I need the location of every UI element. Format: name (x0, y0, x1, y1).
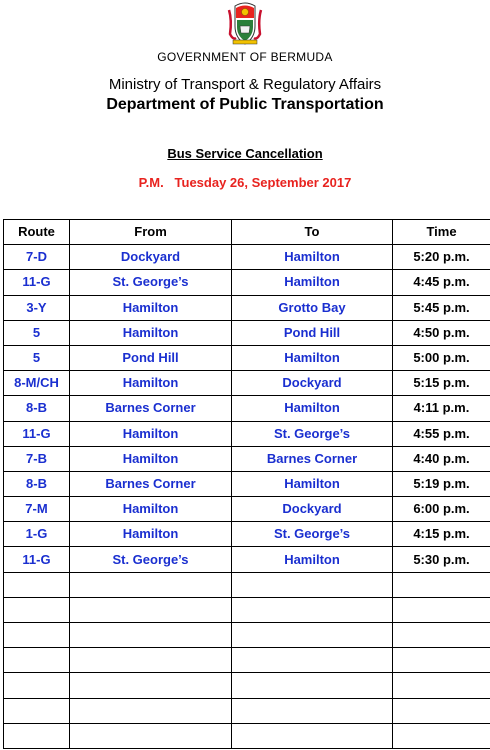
time-cell (393, 673, 490, 698)
route-cell (4, 572, 70, 597)
table-row (4, 698, 490, 723)
from-cell (70, 572, 232, 597)
route-cell: 7-M (4, 497, 70, 522)
time-cell: 4:55 p.m. (393, 421, 490, 446)
from-cell (70, 597, 232, 622)
route-cell: 8-B (4, 471, 70, 496)
to-cell: St. George’s (232, 522, 393, 547)
to-cell: Hamilton (232, 547, 393, 572)
to-cell: Hamilton (232, 270, 393, 295)
from-cell (70, 623, 232, 648)
route-cell: 11-G (4, 421, 70, 446)
table-row (4, 371, 490, 396)
table-row (4, 471, 490, 496)
table-row (4, 547, 490, 572)
table-row (4, 421, 490, 446)
time-cell: 5:30 p.m. (393, 547, 490, 572)
time-cell (393, 597, 490, 622)
column-header-from: From (70, 220, 232, 245)
route-cell (4, 673, 70, 698)
from-cell (70, 673, 232, 698)
route-cell (4, 648, 70, 673)
table-row (4, 345, 490, 370)
route-cell: 11-G (4, 547, 70, 572)
to-cell: St. George’s (232, 421, 393, 446)
from-cell: St. George’s (70, 547, 232, 572)
to-cell (232, 698, 393, 723)
time-cell: 4:15 p.m. (393, 522, 490, 547)
route-cell: 5 (4, 345, 70, 370)
from-cell (70, 698, 232, 723)
from-cell: Barnes Corner (70, 396, 232, 421)
route-cell: 7-D (4, 245, 70, 270)
to-cell: Dockyard (232, 371, 393, 396)
from-cell: Hamilton (70, 371, 232, 396)
time-cell (393, 623, 490, 648)
from-cell: Hamilton (70, 497, 232, 522)
route-cell: 5 (4, 320, 70, 345)
to-cell (232, 572, 393, 597)
notice-date: P.M. Tuesday 26, September 2017 (138, 175, 352, 190)
from-cell: Pond Hill (70, 345, 232, 370)
table-row (4, 320, 490, 345)
from-cell: Hamilton (70, 295, 232, 320)
from-cell (70, 723, 232, 748)
time-cell (393, 648, 490, 673)
to-cell: Hamilton (232, 245, 393, 270)
from-cell: Hamilton (70, 522, 232, 547)
to-cell (232, 723, 393, 748)
table-row (4, 597, 490, 622)
route-cell: 11-G (4, 270, 70, 295)
cancellation-table (3, 219, 490, 749)
to-cell: Pond Hill (232, 320, 393, 345)
time-cell (393, 723, 490, 748)
table-row (4, 446, 490, 471)
column-header-to: To (232, 220, 393, 245)
table-row (4, 522, 490, 547)
time-cell: 4:45 p.m. (393, 270, 490, 295)
to-cell (232, 673, 393, 698)
department-name: Department of Public Transportation (106, 96, 384, 113)
column-header-time: Time (393, 220, 490, 245)
time-cell: 4:40 p.m. (393, 446, 490, 471)
to-cell: Dockyard (232, 497, 393, 522)
from-cell: Barnes Corner (70, 471, 232, 496)
from-cell: St. George’s (70, 270, 232, 295)
government-name: GOVERNMENT OF BERMUDA (157, 50, 333, 64)
to-cell (232, 597, 393, 622)
from-cell: Hamilton (70, 320, 232, 345)
table-row (4, 572, 490, 597)
column-header-route: Route (4, 220, 70, 245)
ministry-name: Ministry of Transport & Regulatory Affairs (108, 76, 382, 93)
time-cell: 6:00 p.m. (393, 497, 490, 522)
table-row (4, 245, 490, 270)
to-cell: Grotto Bay (232, 295, 393, 320)
time-cell: 5:20 p.m. (393, 245, 490, 270)
from-cell (70, 648, 232, 673)
route-cell (4, 597, 70, 622)
route-cell (4, 723, 70, 748)
time-cell: 5:00 p.m. (393, 345, 490, 370)
table-row (4, 270, 490, 295)
from-cell: Hamilton (70, 446, 232, 471)
to-cell: Hamilton (232, 396, 393, 421)
time-cell: 4:11 p.m. (393, 396, 490, 421)
route-cell: 1-G (4, 522, 70, 547)
time-cell (393, 698, 490, 723)
time-cell: 4:50 p.m. (393, 320, 490, 345)
route-cell: 8-B (4, 396, 70, 421)
route-cell: 3-Y (4, 295, 70, 320)
bermuda-crest-icon (227, 0, 263, 46)
time-cell: 5:45 p.m. (393, 295, 490, 320)
to-cell (232, 648, 393, 673)
time-cell: 5:19 p.m. (393, 471, 490, 496)
notice-title: Bus Service Cancellation (167, 146, 323, 161)
time-cell (393, 572, 490, 597)
table-row (4, 723, 490, 748)
from-cell: Hamilton (70, 421, 232, 446)
table-row (4, 396, 490, 421)
to-cell: Barnes Corner (232, 446, 393, 471)
to-cell: Hamilton (232, 345, 393, 370)
table-row (4, 623, 490, 648)
table-row (4, 673, 490, 698)
table-header-row (4, 220, 490, 245)
time-cell: 5:15 p.m. (393, 371, 490, 396)
route-cell: 8-M/CH (4, 371, 70, 396)
to-cell (232, 623, 393, 648)
route-cell (4, 623, 70, 648)
table-row (4, 295, 490, 320)
table-row (4, 497, 490, 522)
table-row (4, 648, 490, 673)
route-cell: 7-B (4, 446, 70, 471)
to-cell: Hamilton (232, 471, 393, 496)
from-cell: Dockyard (70, 245, 232, 270)
route-cell (4, 698, 70, 723)
